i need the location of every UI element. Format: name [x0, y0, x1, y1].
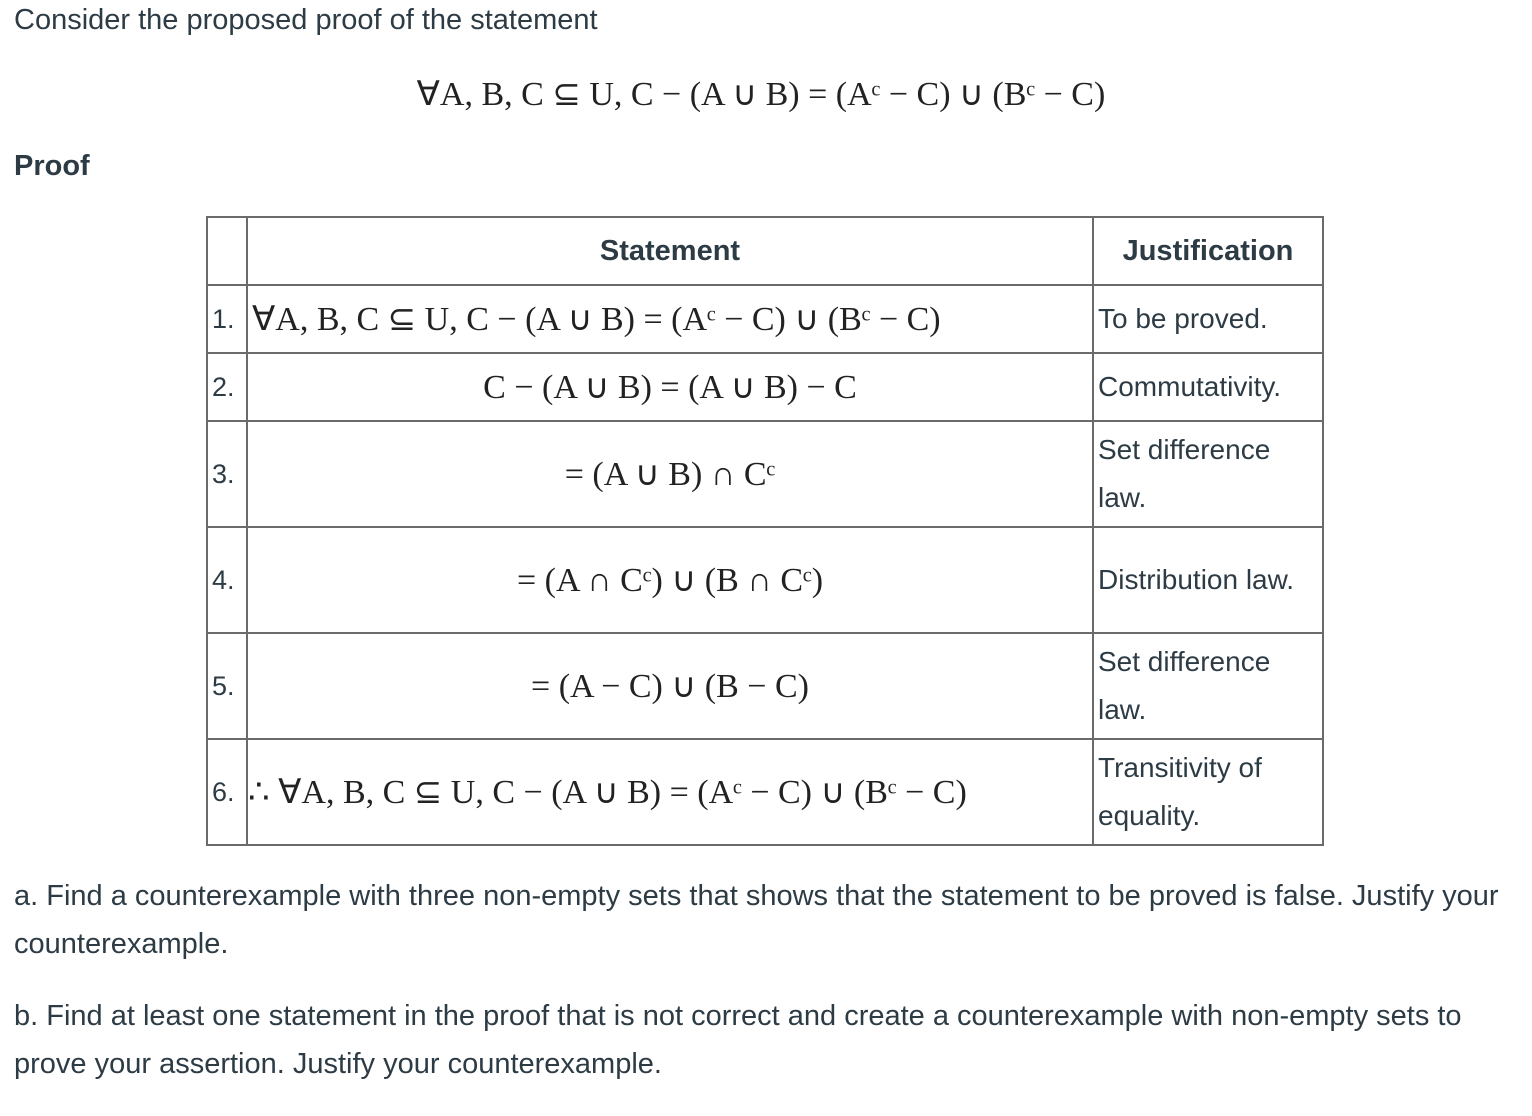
question-a: a. Find a counterexample with three non-empty sets that shows that the statement to be proved is false. Justify your counterexample.: [14, 880, 1499, 960]
row-justification: Set difference law.: [1093, 421, 1323, 527]
row-statement: ∀A, B, C ⊆ U, C − (A ∪ B) = (Aᶜ − C) ∪ (Bᶜ − C): [247, 285, 1093, 353]
table-row: [207, 739, 1323, 845]
proof-label: Proof: [14, 150, 90, 182]
row-statement: = (A ∪ B) ∩ Cᶜ: [247, 421, 1093, 527]
row-statement: C − (A ∪ B) = (A ∪ B) − C: [247, 353, 1093, 421]
row-justification: Set difference law.: [1093, 633, 1323, 739]
table-row: [207, 421, 1323, 527]
row-statement: = (A − C) ∪ (B − C): [247, 633, 1093, 739]
row-number: 1.: [207, 285, 247, 353]
row-number: 5.: [207, 633, 247, 739]
row-statement: = (A ∩ Cᶜ) ∪ (B ∩ Cᶜ): [247, 527, 1093, 633]
header-statement: Statement: [247, 217, 1093, 285]
row-number: 4.: [207, 527, 247, 633]
table-header-row: [207, 217, 1323, 285]
row-justification: Distribution law.: [1093, 527, 1323, 633]
table-row: [207, 353, 1323, 421]
row-number: 6.: [207, 739, 247, 845]
row-number: 2.: [207, 353, 247, 421]
row-number: 3.: [207, 421, 247, 527]
proof-table: [206, 216, 1324, 846]
question-b: b. Find at least one statement in the proof that is not correct and create a counterexample with non-empty sets to prove your assertion. Justify your counterexample.: [14, 1000, 1462, 1080]
row-statement: ∴ ∀A, B, C ⊆ U, C − (A ∪ B) = (Aᶜ − C) ∪ (Bᶜ − C): [247, 739, 1093, 845]
header-justification: Justification: [1093, 217, 1323, 285]
theorem-formula: ∀A, B, C ⊆ U, C − (A ∪ B) = (Aᶜ − C) ∪ (Bᶜ − C): [416, 76, 1106, 113]
row-justification: Transitivity of equality.: [1093, 739, 1323, 845]
row-justification: Commutativity.: [1093, 353, 1323, 421]
header-number: [207, 217, 247, 285]
intro-text: Consider the proposed proof of the statement: [14, 4, 598, 36]
table-row: [207, 285, 1323, 353]
table-row: [207, 527, 1323, 633]
theorem-statement: [0, 74, 1532, 114]
row-justification: To be proved.: [1093, 285, 1323, 353]
table-row: [207, 633, 1323, 739]
